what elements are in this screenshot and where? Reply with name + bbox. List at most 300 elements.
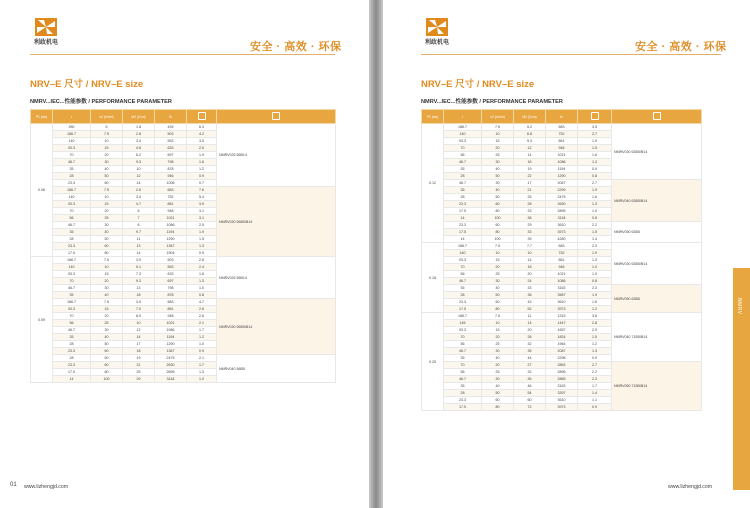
table-cell: 0.9 [578, 404, 612, 411]
table-cell: 1290 [155, 341, 187, 348]
table-cell: 35 [53, 334, 91, 341]
table-cell: 1021 [546, 152, 578, 159]
table-cell: 33 [514, 208, 546, 215]
table-cell: 25 [123, 369, 155, 376]
table-cell: 35 [53, 229, 91, 236]
table-cell: 50 [91, 355, 123, 362]
table-cell: 1.3 [187, 278, 217, 285]
table-cell: 20 [91, 313, 123, 320]
table-cell: 2.2 [578, 369, 612, 376]
table-cell: 2.6 [123, 187, 155, 194]
table-cell: 1006 [155, 180, 187, 187]
table-cell: 46.7 [53, 222, 91, 229]
table-cell: 40 [482, 355, 514, 362]
table-row [31, 257, 336, 264]
table-cell: 9.3 [123, 159, 155, 166]
table-cell: 9.3 [123, 278, 155, 285]
table-cell: 23.3 [53, 180, 91, 187]
table-cell: 3118 [546, 215, 578, 222]
table-cell: 46 [514, 383, 546, 390]
table-cell: 33 [514, 229, 546, 236]
section-side-tab [733, 268, 750, 490]
table-cell: 1964 [546, 341, 578, 348]
table-cell: 40 [482, 383, 514, 390]
table-cell: 2.5 [187, 145, 217, 152]
side-tab-label: NMRV [736, 298, 742, 315]
table-cell: 80 [482, 229, 514, 236]
table-cell: 3118 [155, 376, 187, 383]
table-cell: 3.4 [123, 138, 155, 145]
table-cell: 861 [155, 306, 187, 313]
table-cell: 553 [155, 138, 187, 145]
gearbox-icon [591, 112, 599, 120]
table-cell: 2.8 [123, 131, 155, 138]
table-cell: 70 [53, 313, 91, 320]
table-cell: 280 [53, 124, 91, 131]
table-cell: 1.9 [578, 138, 612, 145]
table-cell: 15 [482, 327, 514, 334]
table-cell: 2.6 [187, 306, 217, 313]
table-cell: 1.7 [187, 327, 217, 334]
table-cell: 40 [482, 166, 514, 173]
table-cell: 50 [482, 173, 514, 180]
table-cell: 140 [53, 194, 91, 201]
table-cell: 1021 [546, 271, 578, 278]
table-cell: 2475 [546, 194, 578, 201]
table-cell: 17.5 [444, 208, 482, 215]
table-cell: 14 [123, 180, 155, 187]
table-cell: 93.3 [53, 306, 91, 313]
table-cell: 14 [123, 334, 155, 341]
table-cell: 60 [91, 362, 123, 369]
table-cell: 861 [546, 257, 578, 264]
table-cell: 1.3 [187, 243, 217, 250]
table-cell: 4.8 [123, 145, 155, 152]
table-cell: 1021 [155, 320, 187, 327]
table-cell: 25 [91, 215, 123, 222]
table-cell: 35 [53, 292, 91, 299]
table-cell: 553 [155, 264, 187, 271]
table-cell: 2.8 [578, 320, 612, 327]
table-cell: 1.6 [187, 159, 217, 166]
table-cell: 18 [123, 348, 155, 355]
table-cell: 1086 [155, 327, 187, 334]
table-cell: 3.6 [578, 313, 612, 320]
table-cell: 70 [53, 208, 91, 215]
table-cell: 5 [91, 124, 123, 131]
table-cell: 1.7 [578, 383, 612, 390]
table-cell: 20 [91, 152, 123, 159]
table-cell: 14 [444, 215, 482, 222]
table-cell: 40 [482, 187, 514, 194]
table-cell: 46.7 [444, 278, 482, 285]
table-cell: 503 [155, 257, 187, 264]
table-cell: 683 [546, 124, 578, 131]
table-cell: 1657 [546, 327, 578, 334]
table-cell: 24 [514, 278, 546, 285]
table-cell: 5.1 [123, 264, 155, 271]
table-cell: 1290 [155, 236, 187, 243]
table-cell: 2630 [546, 201, 578, 208]
table-cell: 1.3 [578, 348, 612, 355]
table-cell: 7.5 [91, 131, 123, 138]
table-cell: 14 [444, 236, 482, 243]
table-cell: 2.6 [187, 313, 217, 320]
table-cell: 798 [155, 159, 187, 166]
table-cell: 798 [155, 285, 187, 292]
table-header-cell: P1 (kw) [422, 110, 444, 124]
table-cell: 6 [123, 208, 155, 215]
table-cell: 56 [53, 215, 91, 222]
table-cell: 38 [514, 292, 546, 299]
table-cell: 1824 [546, 334, 578, 341]
table-cell: 2865 [546, 376, 578, 383]
table-cell: 1086 [546, 159, 578, 166]
table-cell: 100 [482, 215, 514, 222]
table-cell: 50 [91, 173, 123, 180]
table-cell: 0.9 [187, 173, 217, 180]
table-cell: 4.2 [187, 131, 217, 138]
table-cell: 1.8 [123, 124, 155, 131]
table-cell: 22 [514, 173, 546, 180]
table-cell: 43 [514, 299, 546, 306]
table-cell: 6.8 [514, 131, 546, 138]
table-cell: 7.5 [482, 243, 514, 250]
table-header-cell [612, 110, 702, 124]
table-cell: 50 [482, 292, 514, 299]
page-gutter [369, 0, 383, 508]
table-cell: 1194 [155, 334, 187, 341]
size-title: NRV–E 尺寸 / NRV–E size [421, 79, 535, 90]
table-cell: 40 [91, 292, 123, 299]
table-cell: 23.3 [53, 243, 91, 250]
table-cell: 21 [514, 187, 546, 194]
table-cell: 38 [514, 215, 546, 222]
gearbox-model-cell: NMRV025 56B14 [217, 257, 336, 299]
gearbox-icon [198, 112, 206, 120]
table-cell: 1.9 [187, 229, 217, 236]
performance-title: NMRV...IEC...性能参数 / PERFORMANCE PARAMETER [421, 99, 563, 105]
table-header-cell: M2 (N.m) [514, 110, 546, 124]
table-cell: 40 [91, 166, 123, 173]
table-cell: 0.9 [578, 166, 612, 173]
table-cell: 20 [482, 334, 514, 341]
table-cell: 35 [444, 355, 482, 362]
table-cell: 1.6 [578, 299, 612, 306]
table-cell: 26 [514, 334, 546, 341]
table-cell: 60 [91, 180, 123, 187]
table-cell: 186.7 [53, 131, 91, 138]
power-cell: 0.12 [422, 124, 444, 243]
table-cell: 93.3 [53, 145, 91, 152]
table-cell: 30 [482, 348, 514, 355]
table-cell: 27 [514, 362, 546, 369]
table-cell: 30 [482, 278, 514, 285]
table-cell: 1194 [155, 229, 187, 236]
table-cell: 3.1 [187, 215, 217, 222]
table-cell: 14 [53, 376, 91, 383]
table-cell: 0.8 [187, 292, 217, 299]
table-cell: 439 [155, 124, 187, 131]
table-cell: 40 [91, 334, 123, 341]
table-cell: 1.0 [578, 208, 612, 215]
table-cell: 46.7 [444, 376, 482, 383]
table-cell: 20 [91, 208, 123, 215]
table-cell: 7.0 [123, 306, 155, 313]
table-cell: 80 [91, 250, 123, 257]
table-cell: 9.3 [514, 138, 546, 145]
table-cell: 30 [91, 222, 123, 229]
table-cell: 861 [546, 138, 578, 145]
table-cell: 0.9 [187, 348, 217, 355]
table-cell: 28 [444, 292, 482, 299]
table-cell: 0.9 [578, 355, 612, 362]
table-cell: 1194 [546, 166, 578, 173]
table-cell: 7.5 [91, 257, 123, 264]
table-cell: 25 [514, 194, 546, 201]
table-cell: 0.8 [578, 215, 612, 222]
table-cell: 8 [123, 222, 155, 229]
table-cell: 70 [444, 145, 482, 152]
table-cell: 80 [482, 208, 514, 215]
table-cell: 7.6 [187, 187, 217, 194]
table-header-cell: n2 (r/min) [91, 110, 123, 124]
table-cell: 1504 [155, 250, 187, 257]
table-cell: 0.8 [578, 278, 612, 285]
motor-icon [653, 112, 661, 120]
table-cell: 1.9 [578, 187, 612, 194]
table-cell: 32 [514, 369, 546, 376]
brand-mark-icon [426, 18, 448, 36]
table-cell: 10 [91, 194, 123, 201]
table-cell: 23.3 [444, 397, 482, 404]
table-cell: 46.7 [444, 180, 482, 187]
table-cell: 1.7 [187, 362, 217, 369]
table-cell: 1.1 [578, 397, 612, 404]
brand-mark-icon [35, 18, 57, 36]
table-cell: 93.3 [53, 201, 91, 208]
table-cell: 186.7 [444, 313, 482, 320]
table-cell: 25 [91, 320, 123, 327]
table-cell: 1.9 [578, 250, 612, 257]
gearbox-model-cell: NMRV050 63B5 [612, 222, 702, 243]
table-cell: 145 [444, 320, 482, 327]
header-rule [421, 54, 721, 55]
table-row [31, 299, 336, 306]
table-cell: 0.7 [187, 180, 217, 187]
table-cell: 2.0 [578, 327, 612, 334]
table-cell: 100 [482, 236, 514, 243]
slogan: 安全 · 高效 · 环保 [635, 41, 727, 53]
table-cell: 683 [546, 243, 578, 250]
table-cell: 1.2 [187, 334, 217, 341]
table-cell: 35 [444, 187, 482, 194]
table-cell: 17.5 [444, 306, 482, 313]
table-cell: 32 [514, 341, 546, 348]
table-cell: 15 [91, 306, 123, 313]
table-cell: 3163 [546, 285, 578, 292]
brand-logo [30, 18, 62, 46]
table-cell: 20 [482, 264, 514, 271]
table-cell: 2298 [546, 355, 578, 362]
table-cell: 1.2 [578, 306, 612, 313]
table-cell: 1.5 [578, 145, 612, 152]
table-cell: 1367 [155, 243, 187, 250]
table-cell: 52 [514, 306, 546, 313]
table-cell: 3.9 [123, 257, 155, 264]
table-cell: 35 [53, 166, 91, 173]
table-cell: 140 [444, 131, 482, 138]
table-cell: 2630 [155, 362, 187, 369]
table-cell: 93.3 [53, 271, 91, 278]
table-row [422, 124, 702, 131]
table-cell: 1447 [546, 320, 578, 327]
table-cell: 35 [444, 166, 482, 173]
table-cell: 861 [155, 201, 187, 208]
table-row [422, 243, 702, 250]
table-cell: 7.7 [514, 243, 546, 250]
table-header-cell: i [444, 110, 482, 124]
table-cell: 6.3 [187, 124, 217, 131]
table-cell: 5.4 [187, 194, 217, 201]
table-cell: 15 [91, 201, 123, 208]
table-cell: 140 [53, 138, 91, 145]
table-cell: 3.5 [187, 138, 217, 145]
table-cell: 14 [514, 257, 546, 264]
table-cell: 10 [91, 138, 123, 145]
table-cell: 17.5 [53, 250, 91, 257]
table-cell: 1021 [155, 215, 187, 222]
table-cell: 10 [123, 320, 155, 327]
table-cell: 80 [482, 404, 514, 411]
table-cell: 3973 [546, 229, 578, 236]
table-cell: 1086 [155, 222, 187, 229]
table-cell: 70 [444, 334, 482, 341]
table-cell: 56 [444, 152, 482, 159]
table-header-cell [187, 110, 217, 124]
table-cell: 10 [482, 131, 514, 138]
table-cell: 18 [123, 292, 155, 299]
table-cell: 946 [155, 173, 187, 180]
table-cell: 28 [53, 173, 91, 180]
table-cell: 1315 [546, 313, 578, 320]
table-cell: 683 [155, 299, 187, 306]
table-cell: 60 [514, 397, 546, 404]
table-cell: 3.9 [123, 299, 155, 306]
table-cell: 17.5 [53, 369, 91, 376]
table-cell: 40 [91, 229, 123, 236]
table-cell: 29 [514, 222, 546, 229]
table-cell: 2.8 [187, 257, 217, 264]
table-cell: 4.7 [123, 201, 155, 208]
table-cell: 1290 [546, 173, 578, 180]
table-cell: 0.9 [187, 250, 217, 257]
table-cell: 3587 [546, 292, 578, 299]
table-cell: 4280 [546, 236, 578, 243]
table-cell: 186.7 [53, 257, 91, 264]
table-cell: 93.3 [444, 257, 482, 264]
power-cell: 0.09 [31, 257, 53, 383]
table-cell: 752 [546, 250, 578, 257]
table-cell: 140 [444, 250, 482, 257]
table-cell: 28 [444, 194, 482, 201]
table-cell: 697 [155, 278, 187, 285]
table-cell: 2.7 [578, 131, 612, 138]
table-cell: 946 [546, 145, 578, 152]
table-cell: 3.4 [123, 194, 155, 201]
table-cell: 948 [155, 313, 187, 320]
table-cell: 28 [53, 355, 91, 362]
table-cell: 25 [482, 341, 514, 348]
table-row [422, 313, 702, 320]
table-cell: 30 [482, 159, 514, 166]
table-cell: 3973 [546, 404, 578, 411]
table-cell: 946 [546, 264, 578, 271]
table-cell: 1.3 [187, 369, 217, 376]
table-cell: 33 [514, 285, 546, 292]
table-cell: 46.7 [53, 327, 91, 334]
table-cell: 1.0 [187, 285, 217, 292]
table-cell: 15 [91, 145, 123, 152]
table-cell: 35 [444, 285, 482, 292]
right-page [383, 0, 750, 508]
table-cell: 60 [91, 348, 123, 355]
table-row [422, 285, 702, 292]
table-header-row [422, 110, 702, 124]
table-cell: 7.5 [482, 124, 514, 131]
table-cell: 3397 [546, 390, 578, 397]
table-cell: 1.0 [578, 264, 612, 271]
table-cell: 15 [482, 257, 514, 264]
table-cell: 100 [91, 376, 123, 383]
footer-url: www.lizhengjd.com [24, 484, 69, 490]
gearbox-model-cell: NMRV030 56B5/B14 [217, 299, 336, 355]
table-cell: 2896 [546, 369, 578, 376]
table-cell: 56 [444, 271, 482, 278]
table-cell: 30 [91, 285, 123, 292]
table-cell: 2087 [546, 348, 578, 355]
table-cell: 2.3 [578, 285, 612, 292]
table-cell: 1.3 [578, 257, 612, 264]
table-cell: 2.4 [187, 264, 217, 271]
table-cell: 0.8 [578, 173, 612, 180]
table-cell: 2.1 [187, 355, 217, 362]
table-cell: 56 [444, 369, 482, 376]
table-cell: 23.3 [444, 222, 482, 229]
table-cell: 12 [514, 145, 546, 152]
table-cell: 80 [91, 369, 123, 376]
table-cell: 60 [91, 243, 123, 250]
table-cell: 70 [444, 362, 482, 369]
table-row [31, 355, 336, 362]
table-header-cell: fs [155, 110, 187, 124]
table-cell: 2895 [546, 208, 578, 215]
table-cell: 7.5 [91, 299, 123, 306]
table-cell: 14 [514, 152, 546, 159]
table-cell: 1.6 [578, 194, 612, 201]
table-cell: 2475 [155, 355, 187, 362]
table-cell: 23.3 [444, 299, 482, 306]
table-cell: 70 [53, 152, 91, 159]
table-cell: 16 [514, 159, 546, 166]
page-number: 01 [10, 482, 17, 488]
gearbox-model-cell: NMRV050 71B5/B14 [612, 362, 702, 411]
table-cell: 25 [482, 152, 514, 159]
table-cell: 1.4 [578, 236, 612, 243]
table-cell: 3163 [546, 383, 578, 390]
table-cell: 2.7 [578, 180, 612, 187]
table-cell: 60 [482, 222, 514, 229]
